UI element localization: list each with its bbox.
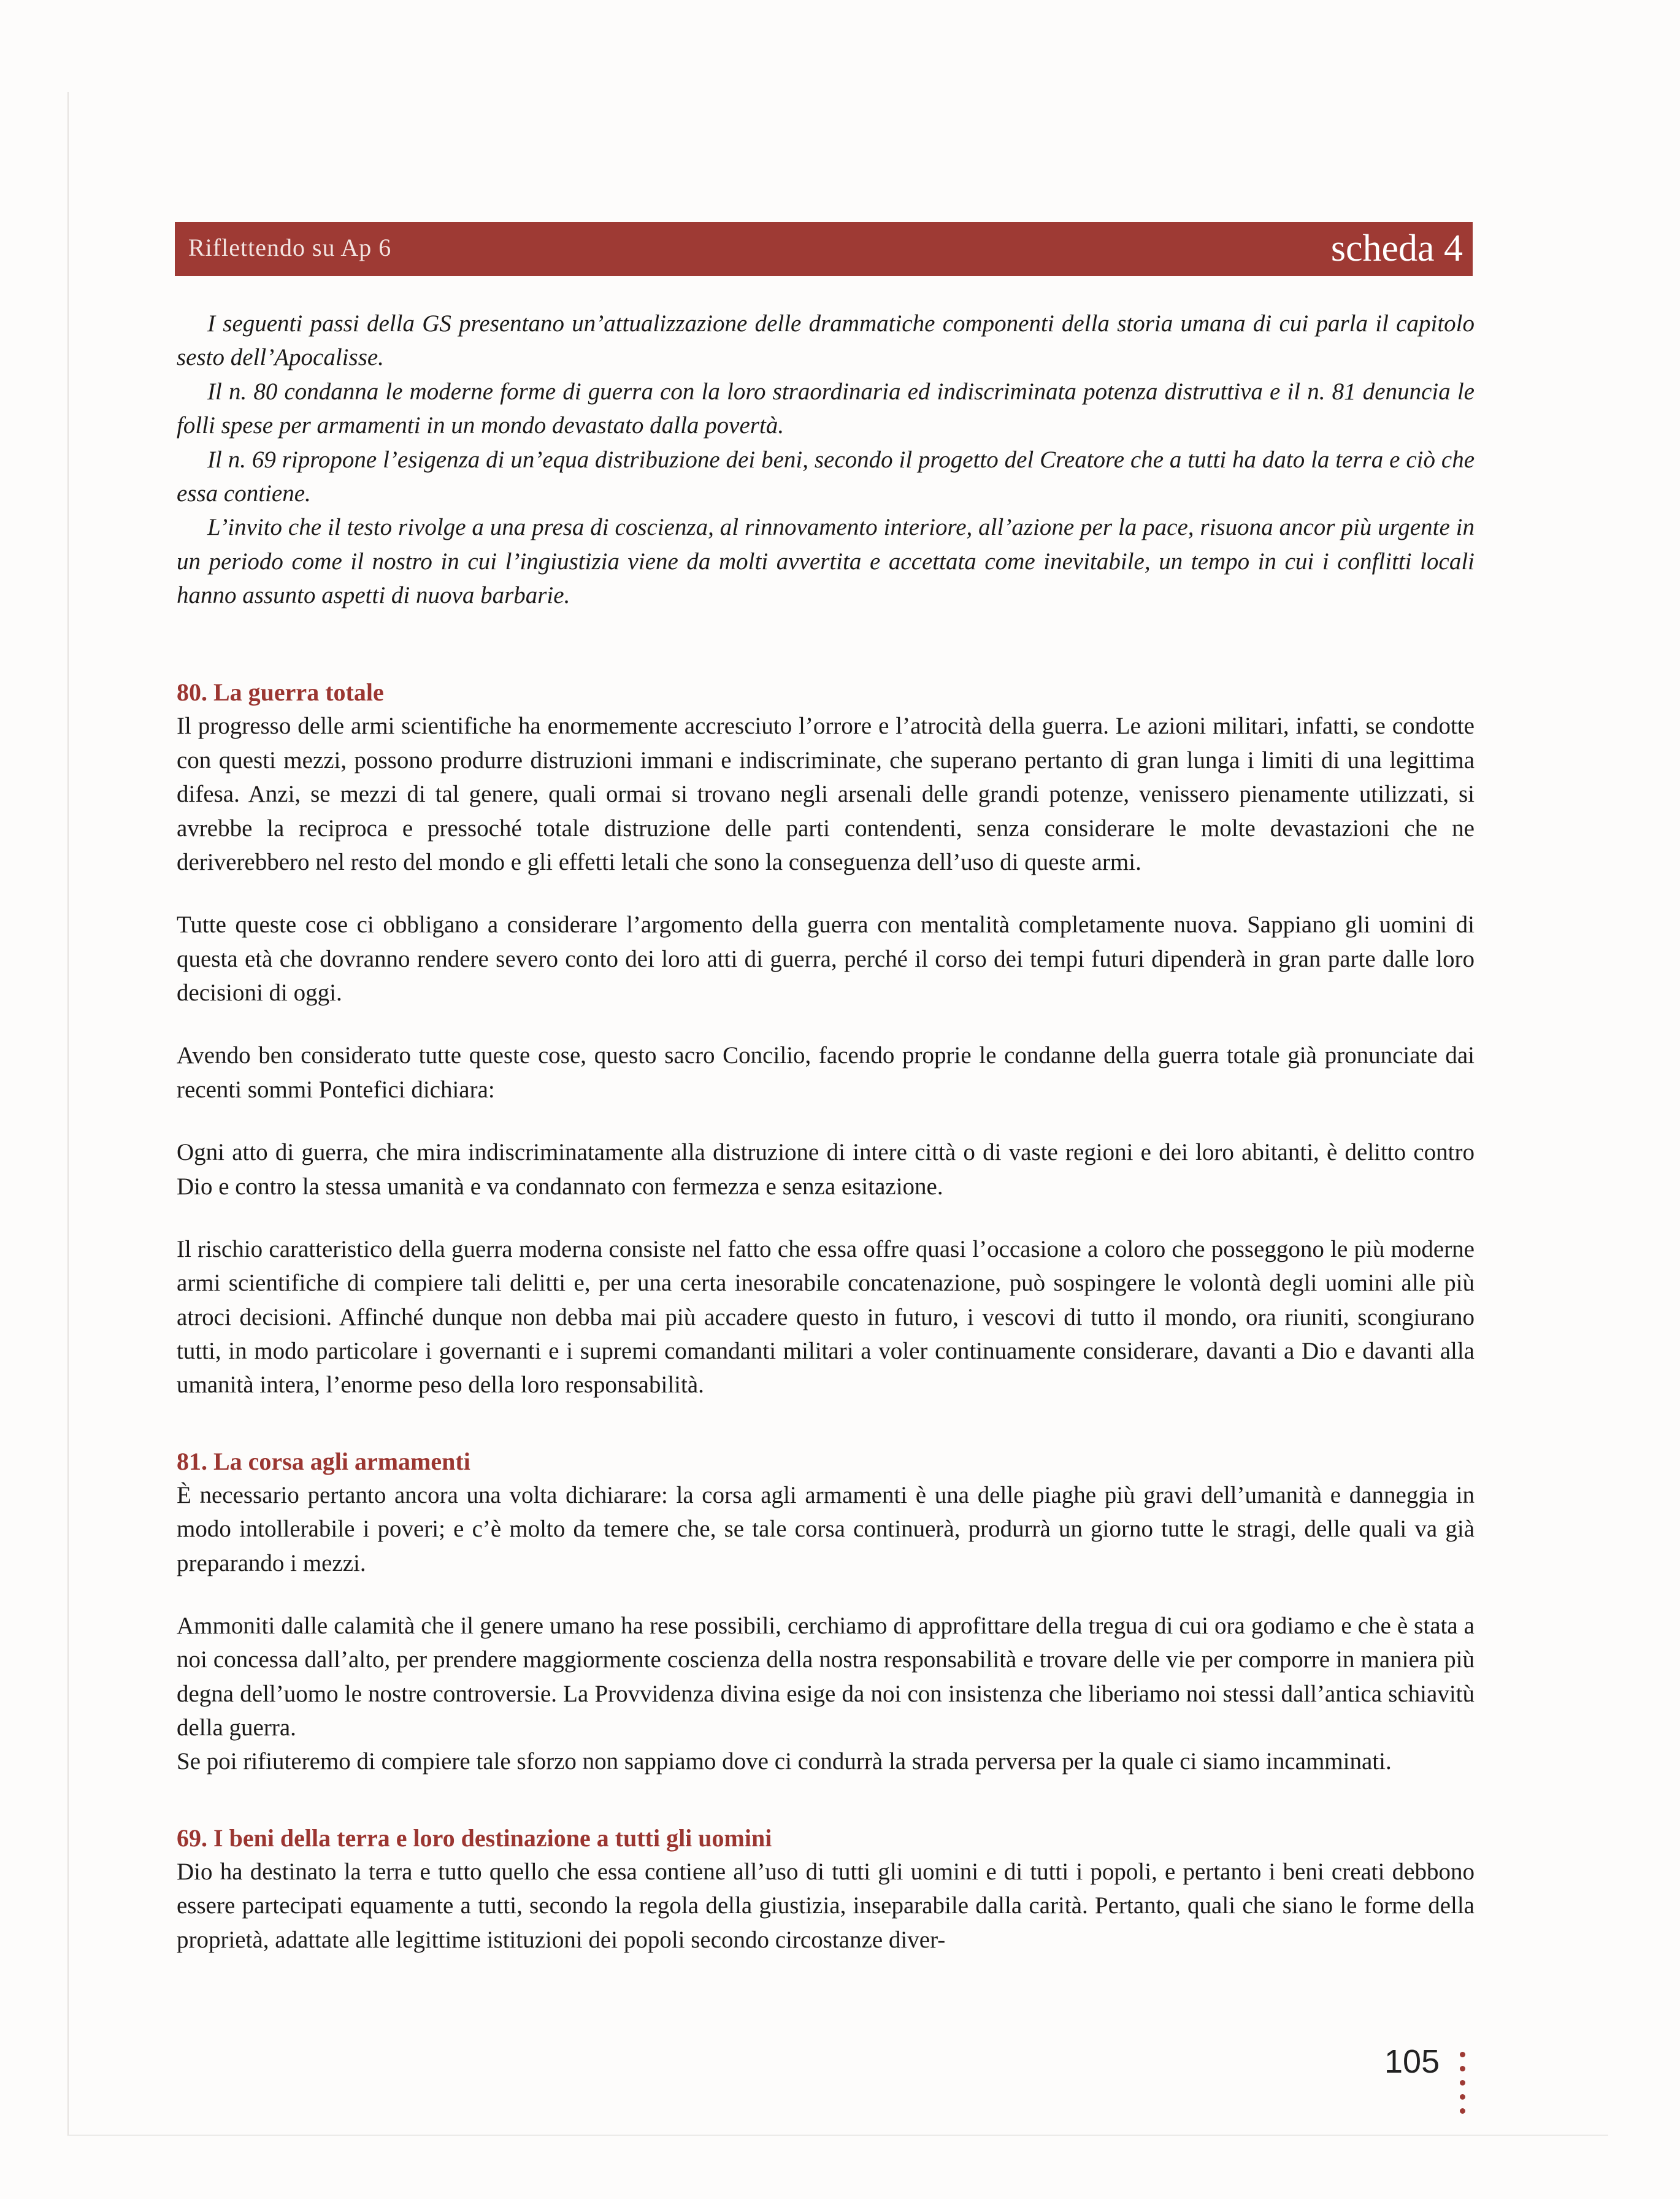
header-band bbox=[175, 222, 1473, 276]
section-title: 80. La guerra totale bbox=[177, 678, 384, 707]
section-paragraph: Se poi rifiuteremo di compiere tale sforzo non sappiamo dove ci condurrà la strada perversa per la quale ci siamo incamminati. bbox=[177, 1748, 1392, 1775]
section-title: 81. La corsa agli armamenti bbox=[177, 1447, 470, 1475]
intro-paragraph: Il n. 80 condanna le moderne forme di guerra con la loro straordinaria ed indiscriminata potenza distruttiva e il n. 81 denuncia le folli spese per armamenti in un mondo devastato dalla povertà. bbox=[177, 378, 1475, 439]
intro-paragraph: I seguenti passi della GS presentano un’attualizzazione delle drammatiche componenti della storia umana di cui parla il capitolo sesto dell’Apocalisse. bbox=[177, 310, 1475, 371]
section-paragraph: Tutte queste cose ci obbligano a considerare l’argomento della guerra con mentalità completamente nuova. Sappiano gli uomini di questa età che dovranno rendere severo conto dei loro atti di guerra, perché il corso dei tempi futuri dipenderà in gran parte dalle loro decisioni di oggi. bbox=[177, 911, 1475, 1006]
ornament-dot bbox=[1460, 2094, 1465, 2100]
header-series-title: Riflettendo su Ap 6 bbox=[188, 234, 392, 261]
page-number: 105 bbox=[1384, 2043, 1440, 2080]
ornament-dot bbox=[1460, 2108, 1465, 2114]
section-paragraph: Ammoniti dalle calamità che il genere umano ha rese possibili, cerchiamo di approfittare della tregua di cui ora godiamo e che è stata a noi concessa dall’alto, per prendere maggiormente coscienza della nostra responsabilità e trovare delle vie per comporre in maniera più degna dell’uomo le nostre controversie. La Provvidenza divina esige da noi con insistenza che liberiamo noi stessi dall’antica schiavitù della guerra. bbox=[177, 1612, 1475, 1741]
header-sheet-label: scheda 4 bbox=[1330, 228, 1463, 269]
section-paragraph: Ogni atto di guerra, che mira indiscriminatamente alla distruzione di intere città o di vaste regioni e dei loro abitanti, è delitto contro Dio e contro la stessa umanità e va condannato con fermezza e senza esitazione. bbox=[177, 1139, 1475, 1200]
ornament-dot bbox=[1460, 2052, 1465, 2057]
section-beni-terra bbox=[177, 1822, 1475, 1957]
section-paragraph: Il rischio caratteristico della guerra moderna consiste nel fatto che essa offre quasi l’occasione a coloro che posseggono le più moderne armi scientifiche di compiere tali delitti e, per una certa inesorabile concatenazione, può sospingere le volontà degli uomini alle più atroci decisioni. Affinché dunque non debba mai più accadere questo in futuro, i vescovi di tutto il mondo, ora riuniti, scongiurano tutti, in modo particolare i governanti e i supremi comandanti militari a voler continuamente considerare, davanti a Dio e davanti alla umanità intera, l’enorme peso della loro responsabilità. bbox=[177, 1235, 1475, 1399]
section-guerra-totale bbox=[177, 676, 1475, 1402]
section-paragraph: Avendo ben considerato tutte queste cose, questo sacro Concilio, facendo proprie le condanne della guerra totale già pronunciate dai recenti sommi Pontefici dichiara: bbox=[177, 1042, 1475, 1103]
section-paragraph: Il progresso delle armi scientifiche ha enormemente accresciuto l’orrore e l’atrocità della guerra. Le azioni militari, infatti, se condotte con questi mezzi, possono produrre distruzioni immani e indiscriminate, che superano pertanto di gran lunga i limiti di una legittima difesa. Anzi, se mezzi di tal genere, quali ormai si trovano negli arsenali delle grandi potenze, venissero pienamente utilizzati, si avrebbe la reciproca e pressoché totale distruzione delle parti contendenti, senza considerare le molte devastazioni che ne deriverebbero nel resto del mondo e gli effetti letali che sono la conseguenza dell’uso di queste armi. bbox=[177, 713, 1475, 875]
intro-paragraph: Il n. 69 ripropone l’esigenza di un’equa distribuzione dei beni, secondo il progetto del Creatore che a tutti ha dato la terra e ciò che essa contiene. bbox=[177, 446, 1475, 507]
intro-paragraph: L’invito che il testo rivolge a una presa di coscienza, al rinnovamento interiore, all’azione per la pace, risuona ancor più urgente in un periodo come il nostro in cui l’ingiustizia viene da molti avvertita e accettata come inevitabile, un tempo in cui i conflitti locali hanno assunto aspetti di nuova barbarie. bbox=[177, 514, 1475, 608]
intro-block bbox=[177, 307, 1475, 612]
dotted-ornament bbox=[1460, 2052, 1467, 2122]
page-content bbox=[177, 307, 1475, 1957]
ornament-dot bbox=[1460, 2080, 1465, 2086]
section-paragraph: È necessario pertanto ancora una volta dichiarare: la corsa agli armamenti è una delle piaghe più gravi dell’umanità e danneggia in modo intollerabile i poveri; e c’è molto da temere che, se tale corsa continuerà, produrrà un giorno tutte le stragi, delle quali va già preparando i mezzi. bbox=[177, 1481, 1475, 1576]
ornament-dot bbox=[1460, 2066, 1465, 2071]
section-paragraph: Dio ha destinato la terra e tutto quello che essa contiene all’uso di tutti gli uomini e di tutti i popoli, e pertanto i beni creati debbono essere partecipati equamente a tutti, secondo la regola della giustizia, inseparabile dalla carità. Pertanto, quali che siano le forme della proprietà, adattate alle legittime istituzioni dei popoli secondo circostanze diver- bbox=[177, 1858, 1475, 1953]
section-title: 69. I beni della terra e loro destinazione a tutti gli uomini bbox=[177, 1824, 772, 1852]
section-corsa-armamenti bbox=[177, 1445, 1475, 1779]
